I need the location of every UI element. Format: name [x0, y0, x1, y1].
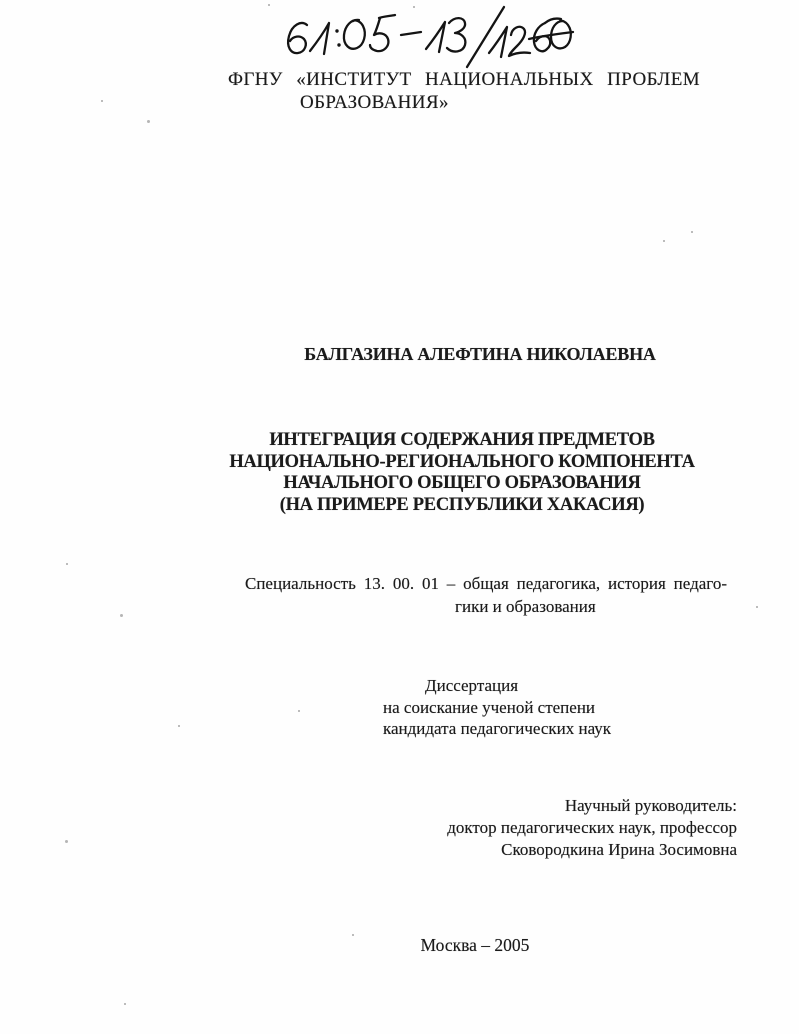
scan-speck [691, 231, 693, 233]
handwritten-accession-number-icon [280, 4, 580, 70]
dissertation-title [132, 430, 792, 516]
scan-speck [147, 120, 150, 123]
advisor-block [380, 795, 737, 861]
scan-speck [65, 840, 68, 843]
organization-line-1: ФГНУ «ИНСТИТУТ НАЦИОНАЛЬНЫХ ПРОБЛЕМ [228, 69, 700, 90]
scan-speck [352, 934, 354, 936]
scan-speck [66, 563, 68, 565]
scan-speck [178, 725, 180, 727]
author-name: БАЛГАЗИНА АЛЕФТИНА НИКОЛАЕВНА [304, 344, 656, 364]
organization-line-2: ОБРАЗОВАНИЯ» [300, 92, 449, 113]
handwritten-accession-number-text [0, 0, 1, 1]
thesis-line-3: кандидата педагогических наук [383, 719, 612, 738]
thesis-line-1: Диссертация [425, 676, 519, 695]
title-line-4: (НА ПРИМЕРЕ РЕСПУБЛИКИ ХАКАСИЯ) [279, 494, 645, 515]
handwritten-digits [288, 7, 573, 67]
title-line-3: НАЧАЛЬНОГО ОБЩЕГО ОБРАЗОВАНИЯ [283, 473, 641, 493]
advisor-name: Сковородкина Ирина Зосимовна [501, 840, 737, 859]
title-line-2: НАЦИОНАЛЬНО-РЕГИОНАЛЬНОГО КОМПОНЕНТА [229, 451, 695, 472]
scan-speck [702, 804, 704, 806]
scan-speck [124, 1003, 126, 1005]
thesis-line-2: на соискание ученой степени [383, 697, 596, 717]
scan-speck [413, 6, 415, 8]
specialty-line-1: Специальность 13. 00. 01 – общая педагогика, история педаго- [245, 574, 727, 593]
scan-speck [663, 240, 665, 242]
scan-speck [268, 4, 270, 6]
scan-speck [298, 710, 300, 712]
imprint-city-year: Москва – 2005 [420, 935, 530, 955]
scan-speck [120, 614, 123, 617]
thesis-statement [383, 675, 611, 740]
scan-speck [101, 100, 103, 102]
scan-speck [756, 606, 758, 608]
organization-name [228, 68, 700, 114]
advisor-heading: Научный руководитель: [564, 796, 737, 815]
specialty-line-2: гики и образования [455, 597, 596, 616]
title-line-1: ИНТЕГРАЦИЯ СОДЕРЖАНИЯ ПРЕДМЕТОВ [269, 430, 655, 450]
advisor-degree: доктор педагогических наук, профессор [447, 818, 737, 837]
